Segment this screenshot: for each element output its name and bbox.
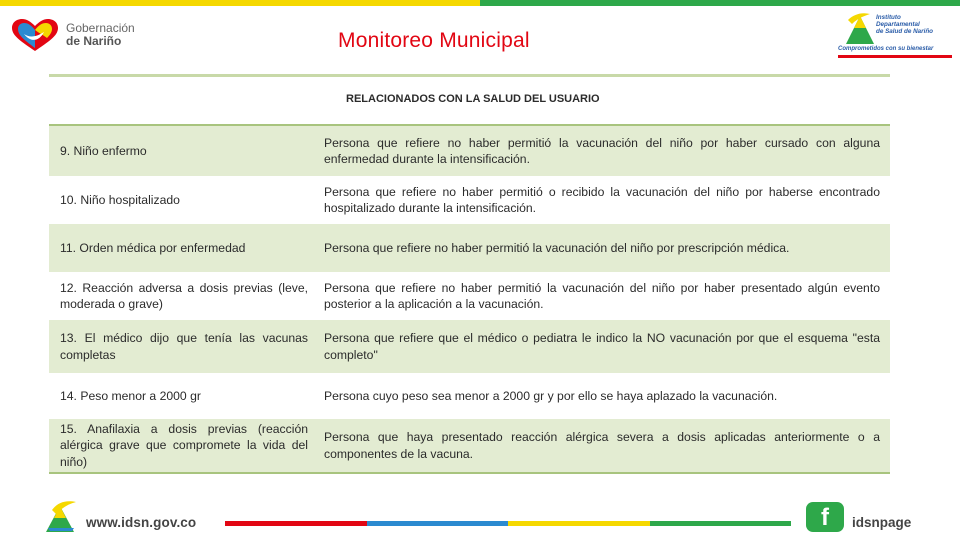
causes-table [49, 74, 890, 475]
footer-bar-red [225, 521, 367, 526]
description-text: Persona cuyo peso sea menor a 2000 gr y por ello se haya aplazado la vacunación. [324, 388, 778, 403]
description-text: Persona que refiere no haber permitió la vacunación del niño por haber presentado algún evento posterior a la aplicación a la vacunación. [324, 280, 880, 311]
description-cell [316, 272, 890, 320]
description-text: Persona que refiere no haber permitió o recibido la vacunación del niño por haberse encontrado hospitalizado durante la intensificación. [324, 184, 880, 215]
description-cell [316, 373, 890, 419]
cause-cell [49, 320, 316, 373]
footer-bar-green [650, 521, 792, 526]
table-row [49, 419, 890, 472]
idsn-wordmark [876, 14, 933, 35]
cause-cell [49, 126, 316, 176]
idsn-line3: de Salud de Nariño [876, 28, 934, 35]
idsn-logo-icon [842, 10, 878, 46]
cause-text: 9. Niño enfermo [60, 143, 147, 158]
table-row [49, 176, 890, 224]
cause-cell [49, 224, 316, 272]
description-cell [316, 320, 890, 373]
table-top-rule [49, 74, 890, 77]
footer-bar-blue [367, 521, 509, 526]
cause-text: 14. Peso menor a 2000 gr [60, 388, 201, 403]
description-cell [316, 176, 890, 224]
footer-color-bar [225, 521, 791, 526]
gobernacion-logo [10, 16, 160, 56]
cause-cell [49, 419, 316, 472]
idsn-line2: Departamental [876, 21, 920, 28]
cause-text: 10. Niño hospitalizado [60, 192, 180, 207]
table-section-title: RELACIONADOS CON LA SALUD DEL USUARIO [346, 93, 600, 105]
table-row [49, 224, 890, 272]
facebook-handle-link[interactable]: idsnpage [852, 515, 912, 530]
description-cell [316, 224, 890, 272]
footer-bar-yellow [508, 521, 650, 526]
cause-text: 15. Anafilaxia a dosis previas (reacción alérgica grave que compromete la vida del niño) [60, 421, 308, 469]
table-row [49, 320, 890, 373]
gobernacion-line1: Gobernación [66, 21, 135, 35]
description-text: Persona que refiere no haber permitió la vacunación del niño por prescripción médica. [324, 240, 790, 255]
idsn-underline [838, 55, 952, 58]
table-row [49, 126, 890, 176]
stripe-yellow [0, 0, 480, 6]
description-cell [316, 419, 890, 472]
cause-cell [49, 373, 316, 419]
footer-website-link[interactable]: www.idsn.gov.co [86, 515, 197, 530]
description-text: Persona que haya presentado reacción alérgica severa a dosis aplicadas anteriormente o a componentes de la vacuna. [324, 430, 880, 461]
facebook-icon[interactable]: f [806, 502, 844, 532]
description-text: Persona que refiere que el médico o pediatra le indico la NO vacunación por que el esquema "esta completo" [324, 331, 880, 362]
table-row [49, 373, 890, 419]
cause-text: 11. Orden médica por enfermedad [60, 240, 246, 255]
cause-text: 12. Reacción adversa a dosis previas (leve, moderada o grave) [60, 280, 308, 311]
idsn-logo [836, 10, 954, 60]
idsn-slogan: Comprometidos con su bienestar [838, 46, 934, 52]
table-bottom-rule [49, 472, 890, 474]
description-cell [316, 126, 890, 176]
cause-text: 13. El médico dijo que tenía las vacunas completas [60, 331, 308, 362]
gobernacion-wordmark [66, 22, 135, 48]
gobernacion-line2: de Nariño [66, 34, 122, 48]
idsn-line1: Instituto [876, 14, 901, 21]
cause-cell [49, 272, 316, 320]
top-color-stripe [0, 0, 960, 6]
idsn-footer-logo-icon [44, 498, 80, 534]
stripe-green [480, 0, 960, 6]
description-text: Persona que refiere no haber permitió la vacunación del niño por haber cursado con alguna enfermedad durante la intensificación. [324, 135, 880, 166]
heart-logo-icon [10, 18, 60, 52]
cause-cell [49, 176, 316, 224]
table-row [49, 272, 890, 320]
page-title: Monitoreo Municipal [338, 29, 530, 52]
